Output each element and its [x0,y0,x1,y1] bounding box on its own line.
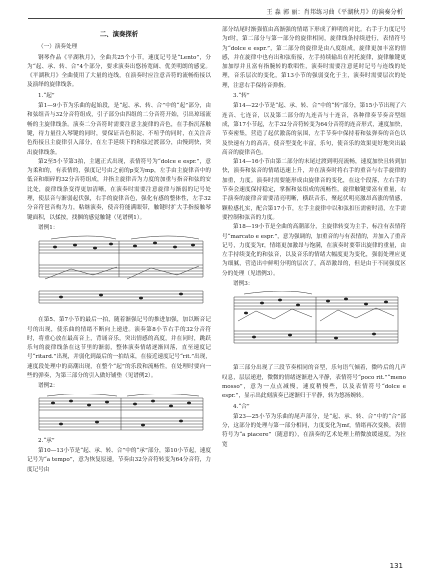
subheading-he: 4.“合” [233,403,250,410]
music-score-example-1 [31,235,207,313]
paragraph: 第三部分出现了三段节奏相同的音型，乐句语气倾着，微吟后的几声叹息，层层递进，微微的情绪逐渐进入平静，表情符号“poco rit.”“meno mosso”，意为一点点减慢，速度稍慢些，以及表情符号“dolce e espr.”，显示出此刻演奏已逐渐归于平静，转为悠扬婉转。 [222,365,406,400]
music-score-example-3 [226,291,402,361]
paragraph: 第23—25小节为乐曲的尾声部分，是“起、承、转、合”中的“合”部分，这部分的处理与第一部分相同，力度变化为mf，情绪再次变换，表情符号为“a piacere”（随意的），在演奏的艺术处理上稍微放缓速度，为拉宽 [222,413,406,448]
paragraph: 第1—9小节为乐曲的起始段，是“起、承、转、合”中的“起”部分，由和弦组音与32分音符组成，引子部分由四组的二分音符开始，引出琼瑶流畅的主旋律线条。演奏二分音符时需要注意主旋律的音色，在手指沉落触键，待力量往入琴键的同时，要保证音色积淀、不喧乎的同时，在关注音色衔接且主旋律引入部分，在左手延续下的和弦过渡部分，由慢到快，突出旋律线条。 [27,103,211,156]
music-score-example-2 [31,394,207,434]
paragraph: 部分结尾时渐强值由高渐强的情绪下形成了鲜明的对比。右手于力度记号为f时，第二部分与第一部分的旋律相同，旋律线条持续进行，表情符号为“dolce e espr.”，第二部分的旋律是由八度组成，旋律更加丰富的情感，并在旋律中也有出和弦衔接，左手持续输出在衬托旋律，旋律触键更加加厚并且富有指腕转的歌唱性，演奏时需要注意延时记号与连线的处理，音乐层次的变化，第13小节的强弱变化于主，演奏时需要层次的处理，注意右手保持音弹指。 [222,27,406,89]
subheading-performance: （一）演奏处理 [38,44,78,51]
right-column [222,26,406,450]
paragraph: 第14—22小节是“起、承、转、合”中的“转”部分，第15小节出现了六连音、七连音，以及第二部分的九连音与十连音，各种律奏节奏音型组成，第17小节起，左手32分音符转变为64分音符的连音形式，速度加快，节奏密集，营造了起伏激荡的氛围，左手节奏中保持着和弦弹奏的音色以及快速有力的高音，使音型变化丰富，乐句，使音乐的效果更好地突出最高音的旋律音色。 [222,103,406,156]
paragraph: 第10—13小节是“起、承、转、合”中的“承”部分，第10小节起，速度记号为“a tempo”，意为恢复原速，节奏由32分音符转变为64分音符，力度记号由 [27,447,211,473]
subheading-qi: 1.“起” [38,92,55,99]
paragraph: 第18—19小节是全曲的高潮部分，主旋律转变为主手，标注有表情符号“marcato e espr.”，意为强调的，加重音的与有表情的，并加入了重音记号，力度变为f，情绪更加激昂与饱满，在演奏时要带出旋律的重量，由左手持续变化的和弦音，以及音乐的情绪大幅度更为变化，强弱处理应更为细腻，营造出中鲜明分明的层次了，高昂激昂的，但是由于不同强度区分的处理（见谱例3）。 [222,224,406,277]
example-2-label: 谱例2： [38,383,59,390]
paragraph: 第2至5小节第3拍，主题正式出现，表情符号为“dolce e espr.”，意为柔和的，有表情的，强度记号由之前的p变为mp，左手由主旋律音中的低音和细碎的32分音符组成，并指主旋律音为力度的加重与指音和弦的安比处，旋律线条变得更加清晰，在演奏时需要注意旋律与渐弱的记号处理，使层音与渐弱起伏强，右手的旋律音色，强化有感的整体性，左手32分音符琶音构为力，粘继演奏，使音符能满眼带，触键时扩大手指接触琴键面积，以揉按，找捆的感觉触键（见谱例1）。 [27,158,211,221]
example-1-label: 谱例1： [38,224,59,231]
example-3-label: 谱例3： [233,281,254,288]
left-column [27,26,211,475]
subheading-zhuan: 3.“转” [233,93,250,100]
page-number: 131 [389,562,403,570]
paragraph: 在第5、第7小节的最后一拍，随着渐强记号的推进加强，加以断音记号的出现，使乐曲的情绪不断向上递进。演奏第8小节右手的32分音符时，将重心放在最高音上，背诵音乐，突出情感的高度，并在同时，跳跃乐句的旋律线条在这节里的渐弱，整体演奏情绪逐渐回落，直至速度记号“ritard.”出现，并弱化到最后的一拍结束，在接近速度记号“rit.”出现，速度段处理中的高潮出现，在整个“起”的乐段和流畅性，在处理时要向一些的弹奏，为第三部分的引入做好铺垫（见谱例2）。 [27,317,211,380]
header-rule [28,18,405,19]
section-title: 二、演奏探析 [99,30,139,38]
running-header [0,0,427,24]
subheading-cheng: 2.“承” [38,437,55,444]
header-title: 王 淼 郭 丽：肖邦练习曲《平湖秋月》的演奏分析 [266,9,403,16]
paragraph: 钢琴作品《平湖秋月》，全曲共25个小节，速度记号是“Lento”，分为“起、承、转、合”4个部分，要求演奏出悠扬宽阔、优美明朗的感觉。《平湖秋月》全曲使用了大量的连线，在演奏时应注意音符的流畅衔接以及演绎的旋律线条。 [27,54,211,89]
paragraph: 第14—16小节由第二部分的末尾过渡到明亮流畅，速度加快且转到加快，演奏和弦音的情绪迅速上升，并在演奏时将右手的重音与右手旋律的加重，力度。演奏时需要能形成由旋律音的变化，在这个段落，左右手的节奏会速度保持稳定，掌握和弦组成的流畅性，旋律触键要富有重量，右手演奏的旋律音需要清亮明晰，横跃音乐，聚起伏明亮激昂高涨的情感，颗粒感扎实，配合第17小节，左手主旋律中以和弦扣压需密时清，左手需要控制和弦音的力度。 [222,159,406,221]
